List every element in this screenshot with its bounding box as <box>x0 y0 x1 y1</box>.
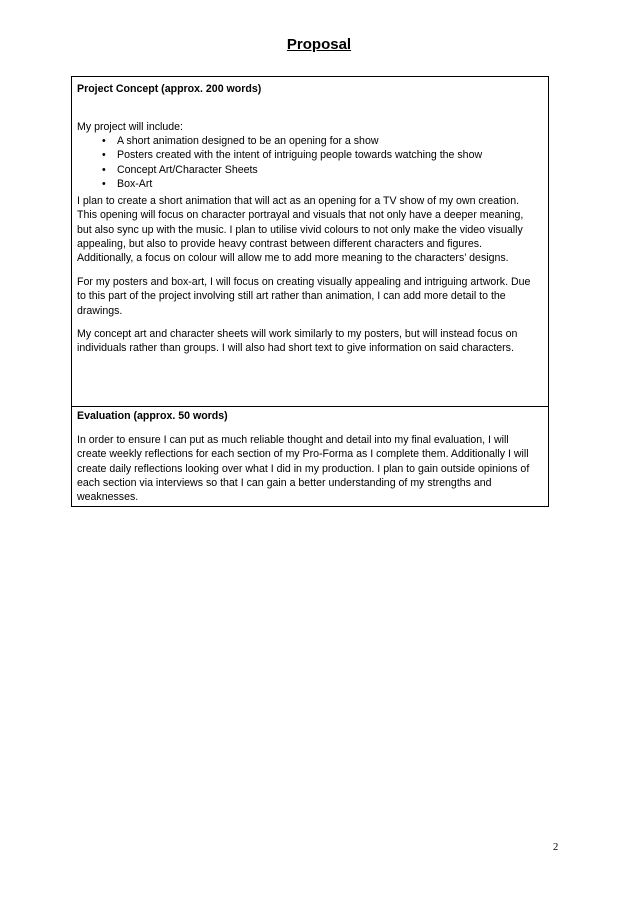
project-concept-heading: Project Concept (approx. 200 words) <box>77 83 262 95</box>
bullet-icon: • <box>102 177 106 190</box>
project-intro: My project will include: <box>77 121 183 133</box>
page-number: 2 <box>553 842 559 853</box>
evaluation-heading: Evaluation (approx. 50 words) <box>77 410 228 422</box>
project-concept-section <box>71 76 549 407</box>
bullet-icon: • <box>102 135 106 147</box>
bullet-icon: • <box>102 149 106 162</box>
list-item: • Box-Art <box>102 177 153 190</box>
evaluation-paragraph: In order to ensure I can put as much reliable thought and detail into my final evaluation, I will create weekly reflections for each section of my Pro-Forma as I complete them. Additionally I will create daily reflections looking over what I did in my production. I plan to gain outside opinions of each section via interviews so that I can gain a better understanding of my strengths and weaknesses. <box>77 434 530 504</box>
evaluation-section <box>71 406 549 507</box>
list-item: • A short animation designed to be an opening for a show <box>102 135 379 147</box>
animation-paragraph: I plan to create a short animation that will act as an opening for a TV show of my own creation. This opening will focus on character portrayal and visuals that not only have a deeper meaning, but also sync up with the music. I plan to utilise vivid colours to not only make the video visually appealing, but also to provide heavy contrast between different characters and figures. Additionally, a focus on colour will allow me to add more meaning to the characters’ designs. <box>77 195 524 265</box>
list-item: • Posters created with the intent of intriguing people towards watching the show <box>102 149 483 162</box>
page-title: Proposal <box>286 36 352 53</box>
project-items-list <box>77 134 482 191</box>
posters-paragraph: For my posters and box-art, I will focus on creating visually appealing and intriguing artwork. Due to this part of the project involving still art rather than animation, I can add more detail to the drawings. <box>77 276 531 317</box>
bullet-icon: • <box>102 163 106 176</box>
concept-art-paragraph: My concept art and character sheets will work similarly to my posters, but will instead focus on individuals rather than groups. I will also had short text to give information on said characters. <box>77 328 518 355</box>
list-item: • Concept Art/Character Sheets <box>102 163 258 176</box>
